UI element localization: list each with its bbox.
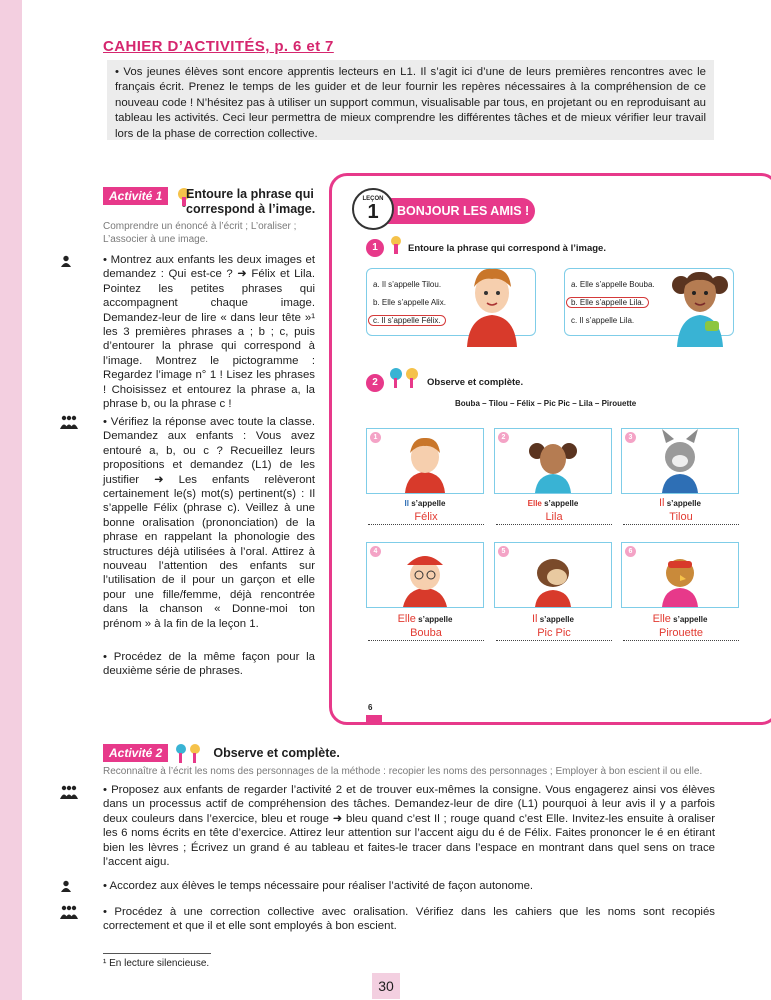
frame-number: 3 bbox=[625, 432, 636, 443]
section-title: CAHIER D’ACTIVITÉS, p. 6 et 7 bbox=[103, 38, 334, 55]
activity2-title: Observe et complète. bbox=[213, 746, 340, 760]
pronoun: Il bbox=[404, 499, 409, 508]
group-students-icon bbox=[60, 415, 78, 429]
answer-line-4: Bouba bbox=[368, 627, 484, 641]
frame-number: 6 bbox=[625, 546, 636, 557]
exercise2-title: Observe et complète. bbox=[427, 377, 524, 388]
pronoun-handwritten: Il bbox=[532, 613, 538, 625]
lesson-banner: BONJOUR LES AMIS ! bbox=[385, 198, 535, 224]
activity2-paragraph-1: • Proposez aux enfants de regarder l’activité 2 et de trouver eux-mêmes la consigne. Vous engagerez ainsi vos élèves dans un processus actif de compréhension des tâches. Demandez-leur de dire (L1) pourquoi à leur avis il y a parfois deux couleurs dans l’exercice, bleu et rouge ➜ bleu quand c’est Il ; rouge quand c’est Elle. Invitez-les ensuite à oraliser les 6 noms écrits en tête d’exercice. Attirez leur attention sur l’accent aigu du é de Félix. Faites prononcer le é en étirant bien les lèvres ; Écrivez un grand é au tableau et faites-le tracer dans l’espace en montrant dans quel sens on trace l’accent aigu. bbox=[103, 784, 715, 869]
pronoun-handwritten: Elle bbox=[652, 613, 671, 625]
tilou-illustration bbox=[622, 429, 738, 493]
answer-label-2 bbox=[494, 499, 612, 508]
frame-number: 1 bbox=[370, 432, 381, 443]
circled-answer: b. Elle s’appelle Lila. bbox=[566, 297, 649, 308]
picture-frame-3 bbox=[621, 428, 739, 494]
lila-illustration bbox=[665, 259, 735, 347]
frame-number: 2 bbox=[498, 432, 509, 443]
pronoun-handwritten: Elle bbox=[397, 613, 416, 625]
verb: s’appelle bbox=[411, 499, 446, 508]
picpic-illustration bbox=[495, 543, 611, 607]
answer-label-5 bbox=[494, 613, 612, 625]
pencil-icon bbox=[388, 234, 404, 256]
pronoun-handwritten: Il bbox=[659, 497, 665, 509]
felix-illustration bbox=[367, 429, 483, 493]
workbook-page-marker bbox=[366, 715, 382, 723]
group-students-icon bbox=[60, 905, 78, 919]
picture-frame-4 bbox=[366, 542, 484, 608]
activity1-paragraph-1: • Montrez aux enfants les deux images et demandez : Qui est-ce ? ➜ Félix et Lila. Pointez les petites phrases qui accompagnent chaque image. Demandez-leur de lire « dans leur tête »¹ les 3 premières phrases a ; b ; c, puis d’entourer la phrase qui correspond à l’image. Montrez le pictogramme : Regardez l’image n° 1 ! Lisez les phrases ! Choisissez et entourez la phrase a, la phrase b, ou la phrase c ! bbox=[103, 254, 315, 411]
answer-label-3 bbox=[621, 497, 739, 509]
lesson-badge bbox=[352, 188, 394, 230]
pronoun: Elle bbox=[527, 499, 542, 508]
sentence-a: a. Elle s’appelle Bouba. bbox=[571, 280, 655, 289]
activity1-badge: Activité 1 bbox=[103, 187, 168, 205]
footnote: ¹ En lecture silencieuse. bbox=[103, 958, 210, 969]
picture-frame-1 bbox=[366, 428, 484, 494]
activity2-paragraph-3: • Procédez à une correction collective avec oralisation. Vérifiez dans les cahiers que les noms sont recopiés correctement et que il et elle sont employés à bon escient. bbox=[103, 906, 715, 933]
sentence-a: a. Il s’appelle Tilou. bbox=[373, 280, 442, 289]
picture-frame-6 bbox=[621, 542, 739, 608]
picture-frame-5 bbox=[494, 542, 612, 608]
single-student-icon bbox=[60, 880, 72, 892]
answer-line-1: Félix bbox=[368, 511, 484, 525]
answer-line-3: Tilou bbox=[623, 511, 739, 525]
activity1-title: Entoure la phrase qui correspond à l’image. bbox=[186, 187, 316, 216]
verb: s’appelle bbox=[544, 499, 579, 508]
verb: s’appelle bbox=[673, 615, 708, 624]
answer-label-6 bbox=[621, 613, 739, 625]
activity2-paragraph-2: • Accordez aux élèves le temps nécessaire pour réaliser l’activité de façon autonome. bbox=[103, 880, 534, 892]
activity1-paragraph-2: • Vérifiez la réponse avec toute la classe. Demandez aux enfants : Vous avez entouré a, b, ou c ? Recueillez leurs propositions et demandez (L1) de les justifier ➜ Les enfants relèveront certainement le(s) mot(s) pertinent(s) : Il s’appelle Félix (phrase c). Veillez à une bonne oralisation (prononciation) de la phrase en rappelant la phonologie des structures déjà utilisées à l’oral. Attirez à nouveau l’attention des enfants sur l’utilisation de il pour un garçon et elle pour une fille/femme, déjà rencontrée dans la chanson « Donne-moi ton prénom » à la fin de la leçon 1. bbox=[103, 416, 315, 630]
answer-line-6: Pirouette bbox=[623, 627, 739, 641]
verb: s’appelle bbox=[418, 615, 453, 624]
frame-number: 4 bbox=[370, 546, 381, 557]
bouba-illustration bbox=[367, 543, 483, 607]
answer-label-4 bbox=[366, 613, 484, 625]
verb: s’appelle bbox=[666, 499, 701, 508]
exercise2-number: 2 bbox=[366, 374, 384, 392]
frame-number: 5 bbox=[498, 546, 509, 557]
footnote-divider bbox=[103, 953, 211, 954]
magnifier-icon bbox=[173, 742, 207, 764]
exercise1-title: Entoure la phrase qui correspond à l’image. bbox=[408, 243, 606, 254]
activity2-header bbox=[103, 742, 340, 764]
workbook-page-number: 6 bbox=[368, 703, 373, 712]
answer-label-1 bbox=[366, 499, 484, 508]
lesson-number: 1 bbox=[367, 201, 379, 223]
picture-frame-2 bbox=[494, 428, 612, 494]
circled-answer: c. Il s’appelle Félix. bbox=[368, 315, 446, 326]
activity2-badge: Activité 2 bbox=[103, 744, 168, 762]
lesson-label: LEÇON bbox=[362, 196, 384, 202]
activity1-skills: Comprendre un énoncé à l’écrit ; L’oraliser ; L’associer à une image. bbox=[103, 221, 297, 245]
verb: s’appelle bbox=[539, 615, 574, 624]
group-students-icon bbox=[60, 785, 78, 799]
activity2-skills: Reconnaître à l’écrit les noms des personnages de la méthode : recopier les noms des personnages ; Employer à bon escient il ou elle. bbox=[103, 766, 703, 777]
intro-box: • Vos jeunes élèves sont encore apprentis lecteurs en L1. Il s’agit ici d’une de leurs premières rencontres avec le français écrit. Prenez le temps de les guider et de leur fournir les repères nécessaires à la compréhension de ce nouveau code ! N’hésitez pas à utiliser un support commun, visualisable par tous, en projetant ou en reproduisant au tableau les activités. Ceci leur permettra de mieux comprendre les différentes tâches et de mieux vérifier leur travail lors de la phase de correction collective. bbox=[107, 60, 714, 140]
page-number: 30 bbox=[372, 973, 400, 999]
exercise1-number: 1 bbox=[366, 239, 384, 257]
sentence-c: c. Il s’appelle Lila. bbox=[571, 316, 635, 325]
pirouette-illustration bbox=[622, 543, 738, 607]
single-student-icon bbox=[60, 255, 72, 267]
magnifier-icon bbox=[386, 366, 426, 390]
left-margin-band bbox=[0, 0, 22, 1000]
answer-line-5: Pic Pic bbox=[496, 627, 612, 641]
felix-illustration bbox=[457, 259, 527, 347]
word-bank: Bouba – Tilou – Félix – Pic Pic – Lila – Pirouette bbox=[455, 399, 637, 408]
activity1-paragraph-3: • Procédez de la même façon pour la deuxième série de phrases. bbox=[103, 651, 315, 678]
sentence-b: b. Elle s’appelle Alix. bbox=[373, 298, 446, 307]
answer-line-2: Lila bbox=[496, 511, 612, 525]
lila-illustration bbox=[495, 429, 611, 493]
workbook-page bbox=[329, 173, 771, 725]
